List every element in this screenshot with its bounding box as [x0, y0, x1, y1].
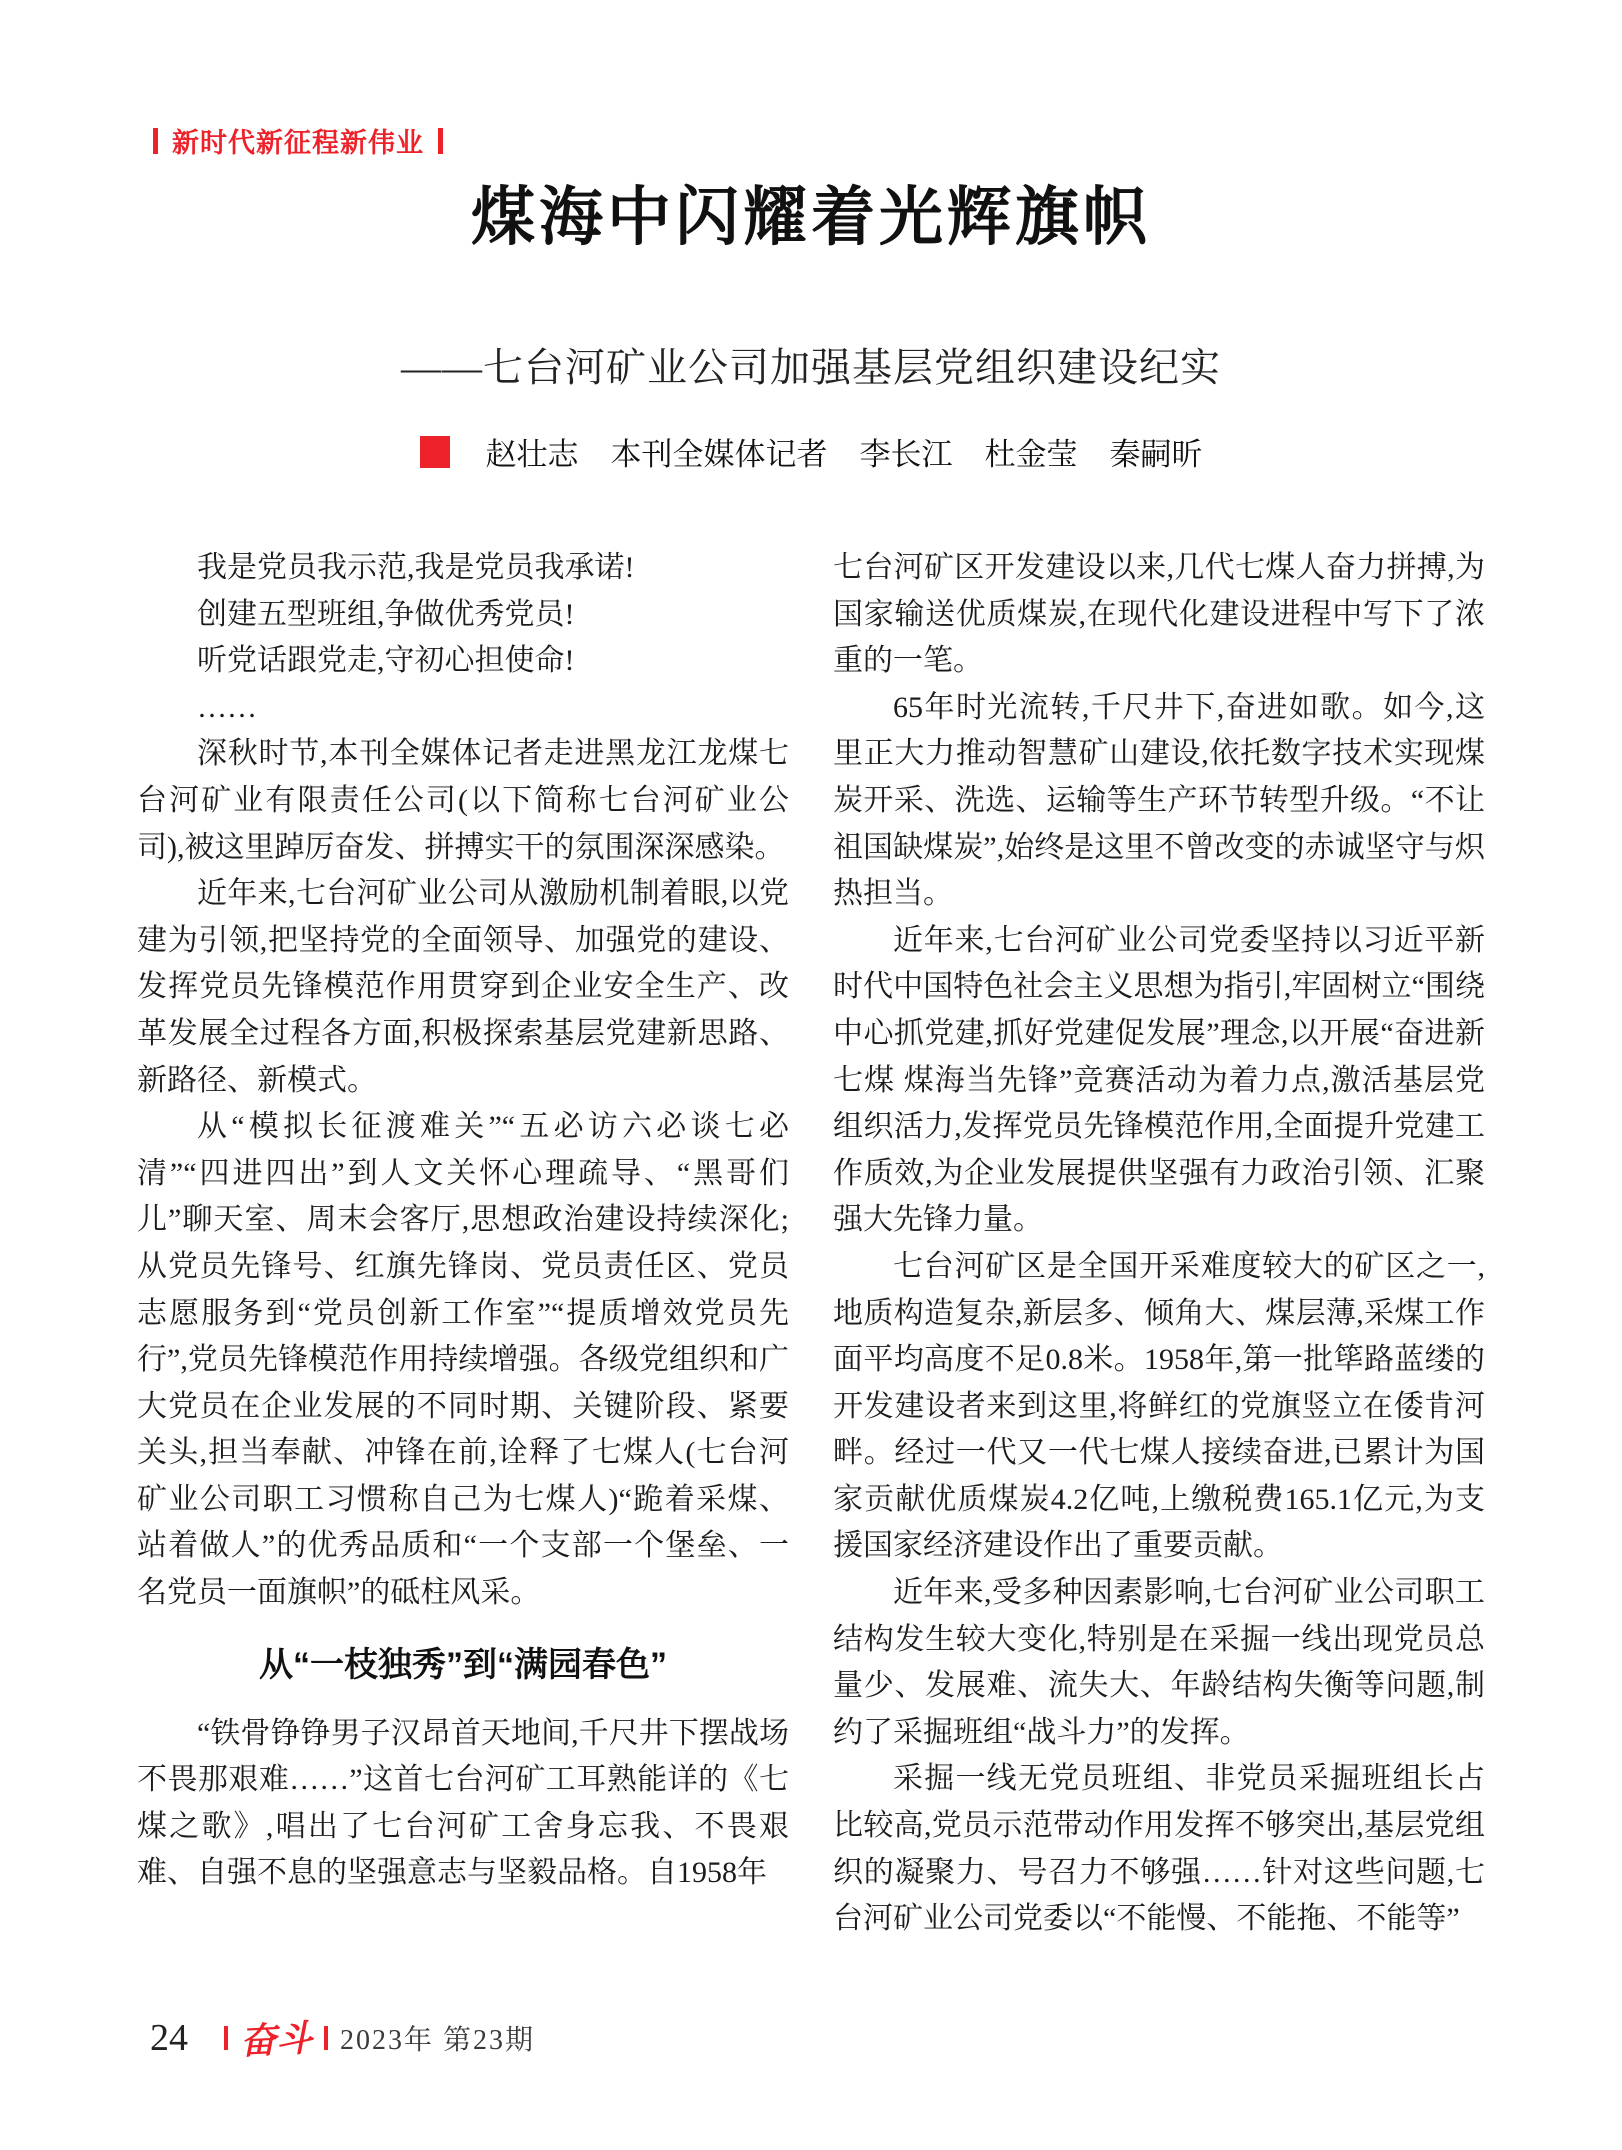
article-title: 煤海中闪耀着光辉旗帜	[471, 182, 1151, 253]
section-heading: 从“一枝独秀”到“满园春色”	[259, 1645, 667, 1684]
byline-author: 赵壮志	[485, 437, 579, 472]
page-footer	[150, 2012, 535, 2063]
paragraph: 近年来,七台河矿业公司从激励机制着眼,以党建为引领,把坚持党的全面领导、加强党的建设、发挥党员先锋模范作用贯穿到企业安全生产、改革发展全过程各方面,积极探索基层党建新思路、新路径、新模式。	[137, 877, 789, 1097]
footer-red-bar-left	[224, 2026, 228, 2050]
article-left-column	[137, 545, 789, 1943]
paragraph: 近年来,七台河矿业公司党委坚持以习近平新时代中国特色社会主义思想为指引,牢固树立“围绕中心抓党建,抓好党建促发展”理念,以开展“奋进新七煤 煤海当先锋”竞赛活动为着力点,激活基层党组织活力,发挥党员先锋模范作用,全面提升党建工作质效,为企业发展提供坚强有力政治引领、汇聚强大先锋力量。	[833, 923, 1485, 1237]
issue-info: 2023年 第23期	[340, 2024, 536, 2056]
paragraph: 七台河矿区开发建设以来,几代七煤人奋力拼搏,为国家输送优质煤炭,在现代化建设进程中写下了浓重的一笔。	[833, 551, 1485, 678]
byline	[0, 429, 1622, 474]
paragraph: 深秋时节,本刊全媒体记者走进黑龙江龙煤七台河矿业有限责任公司(以下简称七台河矿业公司),被这里踔厉奋发、拼搏实干的氛围深深感染。	[137, 737, 789, 864]
quote-line: ……	[197, 690, 257, 724]
red-bar-left	[153, 128, 158, 154]
red-bar-right	[438, 128, 443, 154]
paragraph: 65年时光流转,千尺井下,奋进如歌。如今,这里正大力推动智慧矿山建设,依托数字技术实现煤炭开采、洗选、运输等生产环节转型升级。“不让祖国缺煤炭”,始终是这里不曾改变的赤诚坚守与炽热担当。	[833, 690, 1485, 911]
byline-author: 秦嗣昕	[1109, 437, 1203, 472]
paragraph: 近年来,受多种因素影响,七台河矿业公司职工结构发生较大变化,特别是在采掘一线出现党员总量少、发展难、流失大、年龄结构失衡等问题,制约了采掘班组“战斗力”的发挥。	[833, 1576, 1485, 1749]
quote-line: 创建五型班组,争做优秀党员!	[197, 597, 575, 631]
paragraph: 从“模拟长征渡难关”“五必访六必谈七必清”“四进四出”到人文关怀心理疏导、“黑哥们儿”聊天室、周末会客厅,思想政治建设持续深化;从党员先锋号、红旗先锋岗、党员责任区、党员志愿服务到“党员创新工作室”“提质增效党员先行”,党员先锋模范作用持续增强。各级党组织和广大党员在企业发展的不同时期、关键阶段、紧要关头,担当奉献、冲锋在前,诠释了七煤人(七台河矿业公司职工习惯称自己为七煤人)“跪着采煤、站着做人”的优秀品质和“一个支部一个堡垒、一名党员一面旗帜”的砥柱风采。	[137, 1110, 789, 1610]
footer-red-bar-right	[324, 2026, 328, 2050]
article-body	[137, 545, 1485, 1943]
byline-author: 李长江	[859, 437, 953, 472]
topic-label-text: 新时代新征程新伟业	[172, 128, 424, 158]
byline-author: 杜金莹	[984, 437, 1078, 472]
article-right-column	[833, 545, 1485, 1943]
article-subtitle: ——七台河矿业公司加强基层党组织建设纪实	[401, 345, 1221, 390]
red-square-marker	[420, 436, 450, 468]
quote-line: 听党话跟党走,守初心担使命!	[197, 644, 575, 678]
byline-author: 本刊全媒体记者	[610, 437, 828, 472]
topic-label	[153, 121, 443, 160]
paragraph: “铁骨铮铮男子汉昂首天地间,千尺井下摆战场不畏那艰难……”这首七台河矿工耳熟能详的《七煤之歌》,唱出了七台河矿工舍身忘我、不畏艰难、自强不息的坚强意志与坚毅品格。自1958年	[137, 1716, 789, 1890]
byline-authors	[486, 429, 1203, 474]
page-number: 24	[150, 2016, 188, 2059]
paragraph: 采掘一线无党员班组、非党员采掘班组长占比较高,党员示范带动作用发挥不够突出,基层党组织的凝聚力、号召力不够强……针对这些问题,七台河矿业公司党委以“不能慢、不能拖、不能等”	[833, 1762, 1485, 1936]
quote-line: 我是党员我示范,我是党员我承诺!	[197, 551, 635, 584]
magazine-logo: 奋斗	[239, 2018, 314, 2062]
paragraph: 七台河矿区是全国开采难度较大的矿区之一,地质构造复杂,新层多、倾角大、煤层薄,采煤工作面平均高度不足0.8米。1958年,第一批筚路蓝缕的开发建设者来到这里,将鲜红的党旗竖立在倭肯河畔。经过一代又一代七煤人接续奋进,已累计为国家贡献优质煤炭4.2亿吨,上缴税费165.1亿元,为支援国家经济建设作出了重要贡献。	[833, 1249, 1485, 1563]
